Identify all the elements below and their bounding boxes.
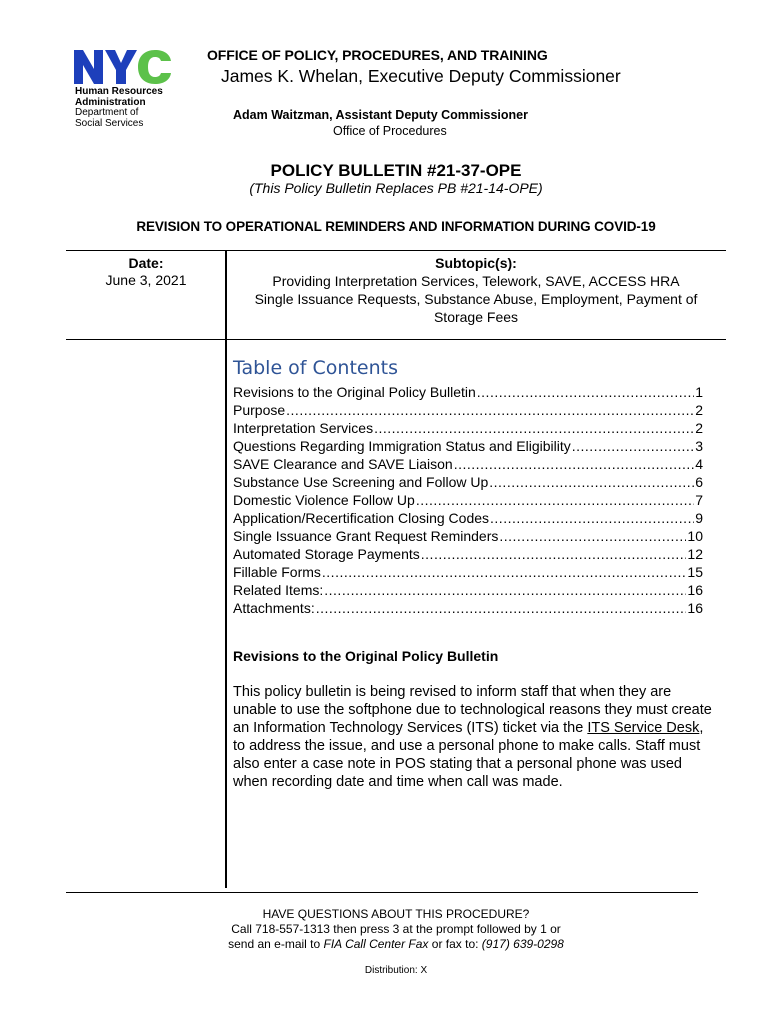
subtopics-label: Subtopic(s): bbox=[435, 255, 517, 271]
toc-item-label: Interpretation Services bbox=[233, 420, 374, 436]
toc-item-label: Single Issuance Grant Request Reminders bbox=[233, 528, 499, 544]
toc-item[interactable] bbox=[233, 473, 703, 491]
subtopics-value bbox=[228, 272, 724, 326]
nyc-logo bbox=[74, 50, 172, 84]
footer-email-mid: or fax to: bbox=[428, 937, 482, 951]
toc-item-page: 12 bbox=[687, 546, 703, 562]
toc-item[interactable] bbox=[233, 581, 703, 599]
commissioner-name: James K. Whelan, Executive Deputy Commissioner bbox=[221, 66, 621, 86]
toc-item[interactable] bbox=[233, 527, 703, 545]
column-divider bbox=[225, 250, 227, 888]
toc-item-page: 4 bbox=[695, 456, 703, 472]
paragraph-text: This policy bulletin is being revised to inform staff that when they are unable to use the softphone due to technological reasons they must create an Information Technology Services (ITS) ticket via the bbox=[233, 684, 712, 736]
subtopics-line: Storage Fees bbox=[433, 309, 519, 325]
office-title: OFFICE OF POLICY, PROCEDURES, AND TRAINING bbox=[207, 47, 548, 63]
footer-question: HAVE QUESTIONS ABOUT THIS PROCEDURE? bbox=[262, 907, 530, 921]
logo-line4: Social Services bbox=[75, 118, 144, 129]
footer-call: Call 718-557-1313 then press 3 at the prompt followed by 1 or bbox=[231, 922, 561, 936]
toc-item[interactable] bbox=[233, 419, 703, 437]
toc-item-page: 15 bbox=[687, 564, 703, 580]
divider-top bbox=[66, 250, 726, 251]
toc-item-label: Automated Storage Payments bbox=[233, 546, 420, 562]
paragraph-text: , to address the issue, and use a personal phone to make calls. Staff must also enter a case note in POS stating that a personal phone was used when recording date and time when call was made. bbox=[233, 720, 704, 790]
logo-text-hra bbox=[75, 86, 163, 108]
toc-item-page: 1 bbox=[695, 384, 703, 400]
footer-email bbox=[0, 937, 770, 951]
toc-item-page: 6 bbox=[695, 474, 703, 490]
section-heading: Revisions to the Original Policy Bulletin bbox=[233, 648, 499, 664]
toc-item-label: Substance Use Screening and Follow Up bbox=[233, 474, 489, 490]
toc-item-label: Questions Regarding Immigration Status and Eligibility bbox=[233, 438, 571, 454]
toc-item-label: Application/Recertification Closing Codes bbox=[233, 510, 490, 526]
toc-title: Table of Contents bbox=[233, 357, 398, 379]
section-paragraph bbox=[233, 683, 713, 791]
bulletin-title: POLICY BULLETIN #21-37-OPE bbox=[270, 161, 522, 180]
toc-item[interactable] bbox=[233, 491, 703, 509]
logo-line2: Administration bbox=[75, 97, 146, 108]
bulletin-subject: REVISION TO OPERATIONAL REMINDERS AND INFORMATION DURING COVID-19 bbox=[136, 219, 656, 234]
toc-item-page: 7 bbox=[695, 492, 703, 508]
divider-mid bbox=[66, 339, 726, 340]
its-service-desk-link[interactable]: ITS Service Desk bbox=[587, 720, 700, 736]
toc-item-label: Fillable Forms bbox=[233, 564, 321, 580]
bulletin-replaces: (This Policy Bulletin Replaces PB #21-14-OPE) bbox=[249, 180, 543, 196]
toc-item-label: Related Items: bbox=[233, 582, 324, 598]
date-label: Date: bbox=[128, 255, 164, 271]
toc-item-label: Purpose bbox=[233, 402, 286, 418]
toc-item[interactable] bbox=[233, 599, 703, 617]
toc-item-label: Domestic Violence Follow Up bbox=[233, 492, 415, 508]
toc-item[interactable] bbox=[233, 455, 703, 473]
toc-item[interactable] bbox=[233, 509, 703, 527]
toc-item-label: Attachments: bbox=[233, 600, 315, 616]
logo-line3: Department of bbox=[75, 107, 139, 118]
toc-item-label: SAVE Clearance and SAVE Liaison bbox=[233, 456, 453, 472]
toc-item[interactable] bbox=[233, 401, 703, 419]
footer-fax: (917) 639-0298 bbox=[481, 937, 564, 951]
assistant-commissioner: Adam Waitzman, Assistant Deputy Commissioner bbox=[233, 108, 528, 122]
toc-item-label: Revisions to the Original Policy Bulletin bbox=[233, 384, 476, 400]
toc-item-page: 10 bbox=[687, 528, 703, 544]
toc-item-page: 2 bbox=[695, 402, 703, 418]
subtopics-line: Providing Interpretation Services, Telework, SAVE, ACCESS HRA bbox=[272, 273, 680, 289]
toc-item-page: 16 bbox=[687, 582, 703, 598]
toc-item[interactable] bbox=[233, 563, 703, 581]
toc-item-page: 16 bbox=[687, 600, 703, 616]
footer-divider bbox=[66, 892, 698, 893]
footer-email-prefix: send an e-mail to bbox=[228, 937, 324, 951]
date-value: June 3, 2021 bbox=[105, 272, 187, 288]
toc-item[interactable] bbox=[233, 437, 703, 455]
logo-text-dss bbox=[75, 107, 143, 129]
subtopics-line: Single Issuance Requests, Substance Abuse, Employment, Payment of bbox=[254, 291, 698, 307]
toc-item-page: 3 bbox=[695, 438, 703, 454]
distribution: Distribution: X bbox=[364, 965, 428, 976]
footer-email-target: FIA Call Center Fax bbox=[323, 937, 429, 951]
office-of-procedures: Office of Procedures bbox=[333, 124, 447, 138]
toc-item[interactable] bbox=[233, 545, 703, 563]
logo-line1: Human Resources bbox=[75, 86, 163, 97]
toc-item-page: 9 bbox=[695, 510, 703, 526]
toc-item-page: 2 bbox=[695, 420, 703, 436]
toc-list bbox=[233, 383, 703, 617]
toc-item[interactable] bbox=[233, 383, 703, 401]
